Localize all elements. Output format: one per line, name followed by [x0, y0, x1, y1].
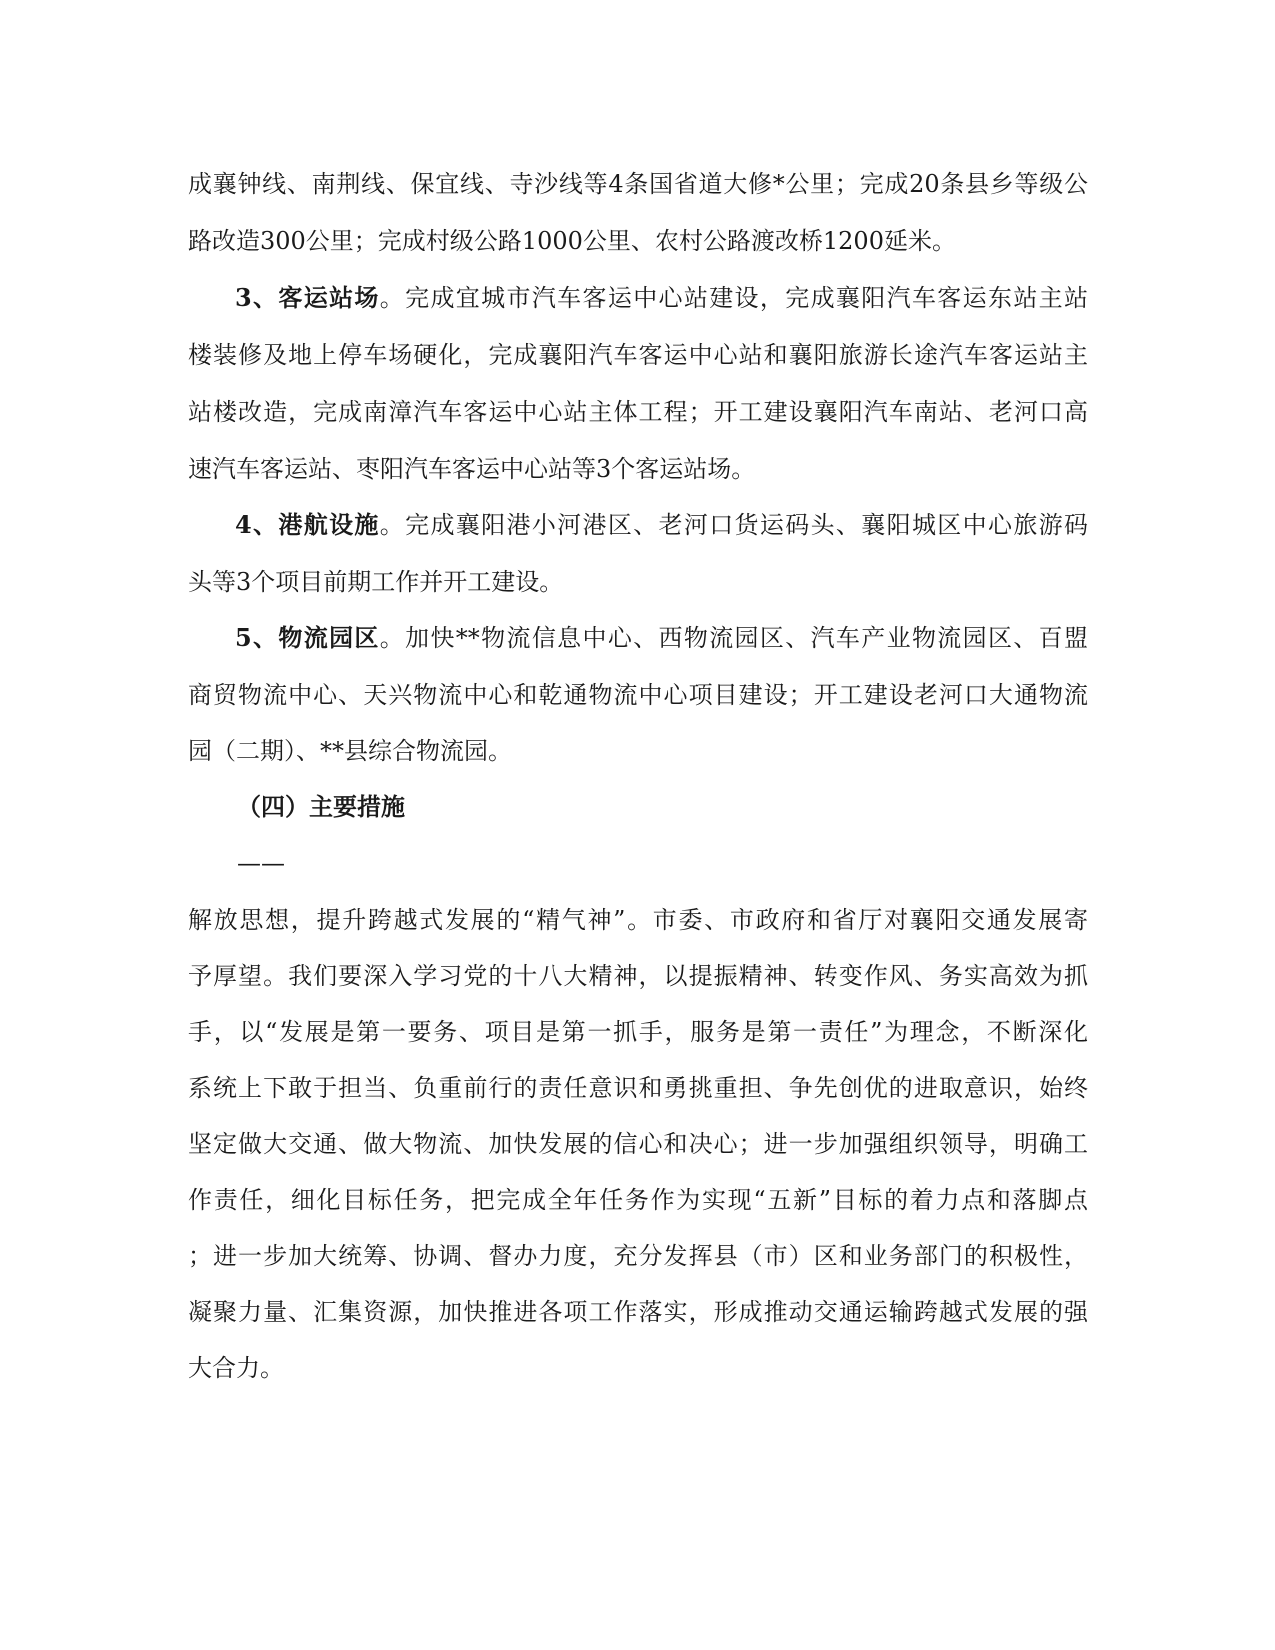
- logistics-text: 。加快**物流信息中心、西物流园区、汽车产业物流园区、百盟: [379, 624, 1088, 652]
- port-label: 4、港航设施: [235, 510, 380, 539]
- port-paragraph-line-1: [235, 505, 1088, 545]
- measures-paragraph-line-1: 解放思想，提升跨越式发展的“精气神”。市委、市政府和省厅对襄阳交通发展寄: [188, 906, 1088, 934]
- road-paragraph-line-1: 成襄钟线、南荆线、保宜线、寺沙线等4条国省道大修*公里；完成20条县乡等级公: [188, 170, 1088, 198]
- passenger-station-text: 。完成宜城市汽车客运中心站建设，完成襄阳汽车客运东站主站: [379, 284, 1088, 312]
- road-paragraph-line-2: 路改造300公里；完成村级公路1000公里、农村公路渡改桥1200延米。: [188, 227, 956, 255]
- measures-paragraph-line-4: 系统上下敢于担当、负重前行的责任意识和勇挑重担、争先创优的进取意识，始终: [188, 1074, 1088, 1102]
- measures-paragraph-line-6: 作责任，细化目标任务，把完成全年任务作为实现“五新”目标的着力点和落脚点: [188, 1186, 1088, 1214]
- passenger-station-paragraph-line-4: 速汽车客运站、枣阳汽车客运中心站等3个客运站场。: [188, 455, 756, 483]
- passenger-station-paragraph-line-1: [235, 278, 1088, 318]
- measures-paragraph-line-2: 予厚望。我们要深入学习党的十八大精神，以提振精神、转变作风、务实高效为抓: [188, 962, 1088, 990]
- port-text: 。完成襄阳港小河港区、老河口货运码头、襄阳城区中心旅游码: [379, 511, 1088, 539]
- measures-paragraph-line-5: 坚定做大交通、做大物流、加快发展的信心和决心；进一步加强组织领导，明确工: [188, 1130, 1088, 1158]
- passenger-station-paragraph-line-3: 站楼改造，完成南漳汽车客运中心站主体工程；开工建设襄阳汽车南站、老河口高: [188, 398, 1088, 426]
- passenger-station-paragraph-line-2: 楼装修及地上停车场硬化，完成襄阳汽车客运中心站和襄阳旅游长途汽车客运站主: [188, 341, 1088, 369]
- section-heading: （四）主要措施: [237, 792, 405, 821]
- passenger-station-label: 3、客运站场: [235, 283, 380, 312]
- logistics-paragraph-line-2: 商贸物流中心、天兴物流中心和乾通物流中心项目建设；开工建设老河口大通物流: [188, 681, 1088, 709]
- measures-paragraph-line-3: 手，以“发展是第一要务、项目是第一抓手，服务是第一责任”为理念，不断深化: [188, 1018, 1088, 1046]
- port-paragraph-line-2: 头等3个项目前期工作并开工建设。: [188, 568, 564, 596]
- measures-paragraph-line-9: 大合力。: [188, 1354, 284, 1382]
- logistics-paragraph-line-3: 园（二期）、**县综合物流园。: [188, 737, 512, 765]
- em-dash: ——: [237, 849, 285, 877]
- measures-paragraph-line-8: 凝聚力量、汇集资源，加快推进各项工作落实，形成推动交通运输跨越式发展的强: [188, 1298, 1088, 1326]
- measures-paragraph-line-7: ；进一步加大统筹、协调、督办力度，充分发挥县（市）区和业务部门的积极性，: [188, 1242, 1088, 1270]
- logistics-label: 5、物流园区: [235, 623, 380, 652]
- logistics-paragraph-line-1: [235, 618, 1088, 658]
